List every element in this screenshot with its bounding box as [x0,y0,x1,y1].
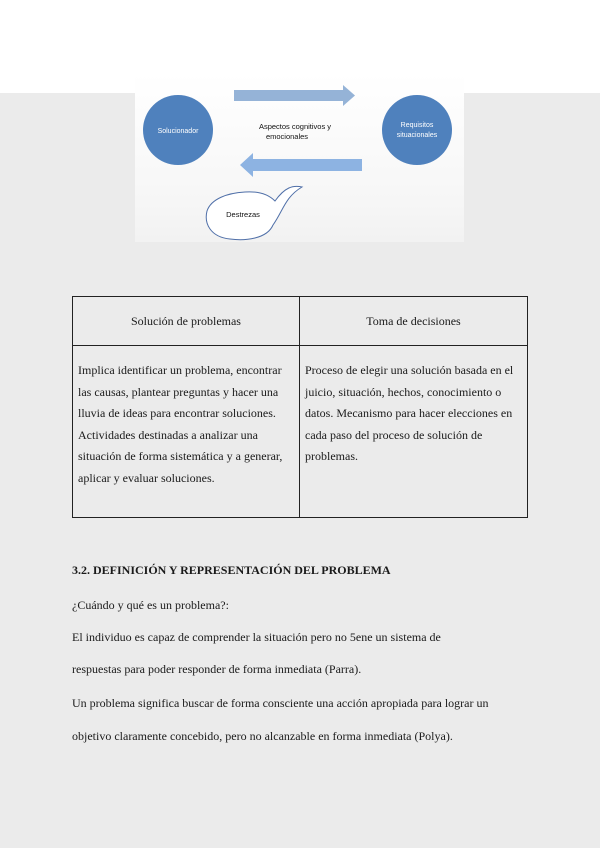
cell-line: situación de forma sistemática y a generar, [78,449,283,463]
section-question: ¿Cuándo y qué es un problema?: [72,598,229,612]
diagram-svg [135,73,464,242]
cell-line: datos. Mecanismo para hacer elecciones en [305,406,513,420]
cell-line: Implica identificar un problema, encontrar [78,363,282,377]
cell-line: cada paso del proceso de solución de [305,427,483,442]
cell-toma-decisiones [300,346,528,518]
center-label-line1: Aspectos cognitivos y [258,122,332,131]
cell-line: problemas. [305,449,358,463]
cell-line: juicio, situación, hechos, conocimiento o [305,384,502,399]
table-header-row [73,297,528,346]
cell-line: lluvia de ideas para encontrar soluciones. [78,406,276,420]
header-toma-decisiones: Toma de decisiones [300,297,528,346]
cell-line: las causas, plantear preguntas y hacer una [78,384,279,399]
center-label-line2: emocionales [265,132,309,141]
destrezas-label: Destrezas [226,210,260,219]
cell-line: Proceso de elegir una solución basada en el [305,363,514,377]
section-heading: 3.2. DEFINICIÓN Y REPRESENTACIÓN DEL PROBLEMA [72,563,391,577]
header-solucion: Solución de problemas [73,297,300,346]
paragraph-line: respuestas para poder responder de forma inmediata (Parra). [72,662,362,676]
problem-solving-diagram [135,73,464,242]
cell-line: Actividades destinadas a analizar una [78,427,258,442]
requisitos-circle [382,95,452,165]
paragraph-line: objetivo claramente concebido, pero no alcanzable en forma inmediata (Polya). [72,729,453,743]
paragraph-line: El individuo es capaz de comprender la situación pero no 5ene un sistema de [72,630,441,644]
paragraph-line: Un problema significa buscar de forma consciente una acción apropiada para lograr un [72,696,489,710]
requisitos-label-line2: situacionales [396,132,438,139]
cell-line: aplicar y evaluar soluciones. [78,470,215,485]
table-row [73,346,528,518]
solucionador-label: Solucionador [157,128,199,135]
requisitos-label-line1: Requisitos [400,122,434,129]
arrow-left-icon [240,153,362,177]
comparison-table [72,296,528,518]
arrow-right-icon [234,85,355,106]
cell-solucion [73,346,300,518]
